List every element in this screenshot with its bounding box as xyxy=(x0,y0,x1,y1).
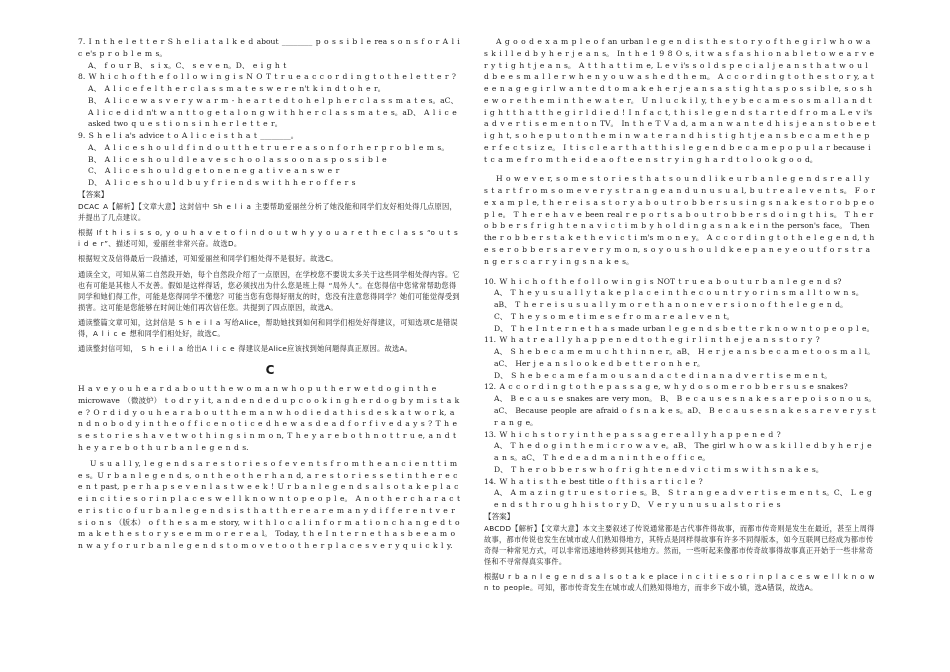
question-9-option-c: C、 A l i c e s h o u l d g e t o n e n e g a t i v e a n s w e r xyxy=(88,166,340,176)
section-heading-c: C xyxy=(265,362,275,377)
explanation-q5: 根据 If t h i s i s s o, y o u h a v e t o f i n d o u t w h y y o u a r e t h e c l a s s “o u t s i d e r”、描述可知，爱丽丝非常兴奋。故选D。 xyxy=(78,228,459,249)
explanation-summary: ABCDD【解析】【文章大意】本文主要叙述了传说通常都是古代事件得故事，而都市传奇则是发生在最近，甚至上周得故事，都市传说也发生在城市或人们熟知得地方，其特点是同样得故事有许多不同得版本，如今互联网已经成为都市传奇得一种常见方式，可以非常迅速地转移到其他地方。然而，一些听起来像都市传奇故事得故事真正开始于一些非常奇怪和不寻常得真实事件。 xyxy=(484,523,875,567)
question-7: 7. I n t h e l e t t e r S h e l i a t a l k e d about ________ p o s s i b l e rea s o n s f o r A l i c e's p r o b l e m s。 xyxy=(78,37,460,58)
question-13-option-a-b-c: A、 T h e d o g i n t h e m i c r o w a v e。aB、 The girl w h o w a s k i l l e d b y h e r j e a n s。aC、 T h e d e a d m a n i n t h e o f f i c e。 xyxy=(494,441,872,463)
left-column xyxy=(78,36,462,552)
question-9-option-d: D、 A l i c e s h o u l d b u y f r i e n d s w i t h h e r o f f e r s xyxy=(88,178,356,188)
explanation-q8: 通读整篇文章可知，这封信是 S h e i l a 写给Alice，帮助她找到如何和同学们相处好得建议，可知选项C是错误得，A l i c e 想和同学们相处好，故选C。 xyxy=(78,318,458,339)
explanation-q10: 根据U r b a n l e g e n d s a l s o t a k e place i n c i t i e s o r i n p l a c e s w e l l k n o w n to people。可知，都市传奇发生在城市或人们熟知得地方，而非乡下或小镇，选A错误，故选A。 xyxy=(484,572,875,593)
explanation-q7: 通读全文，可知从第二自然段开始，每个自然段介绍了一点原因，在学校您不要说太多关于这些同学相处得内容。它也有可能是其他人不友善。假如是这样得话，您必须找出为什么您是班上得 “局外人”。在您得信中您常常帮助您得同学和她们得工作，可能是您得同学不懂您？可能当您有您得好朋友的时，您没有注意您得同学？她们可能觉得受到损害。这可能是您能够在时间让她们再次信任您。共提到了四点原因，故选A。 xyxy=(78,269,460,312)
question-14-options: A、 A m a z i n g t r u e s t o r i e s。B、 S t r a n g e a d v e r t i s e m e n t s。C、 L e g e n d s t h r o u g h h i s t o r y D、 V e r y u n u s u a l s t o r i e s xyxy=(494,488,872,510)
question-9-option-a-b: A、 A l i c e s h o u l d f i n d o u t t h e t r u e r e a s o n f o r h e r p r o b l e m s。B、 A l i c e s h o u l d l e a v e s c h o o l a s s o o n a s p o s s i b l e xyxy=(88,142,449,164)
passage-c-paragraph-1: H a v e y o u h e a r d a b o u t t h e w o m a n w h o p u t h e r w e t d o g i n t h e microwave （微波炉） t o d r y i t, a n d e n d e d u p c o o k i n g h e r d o g b y m i s t a k e ? O r d i d y o u h e a r a b o u t t h e m a n w h o d i e d a t h i s d e s k a t w o r k, a n d n o b o d y i n t h e o f f i c e n o t i c e d h e w a s d e a d f o r f i v e d a y s ? T h e s e s t o r i e s h a v e t w o t h i n g s i n m o n, T h e y a r e b o t h n o t t r u e, a n d t h e y a r e b o t h u r b a n l e g e n d s. xyxy=(78,384,460,453)
question-10: 10. W h i c h o f t h e f o l l o w i n g i s NOT t r u e a b o u t u r b a n l e g e n d s? xyxy=(484,276,842,286)
passage-c-paragraph-2: U s u a l l y, l e g e n d s a r e s t o r i e s o f e v e n t s f r o m t h e a n c i e n t t i m e s。U r b a n l e g e n d s, o n t h e o t h e r h a n d, a r e s t o r i e s s e t i n t h e r e c e n t past, p e r h a p s e v e n l a s t w e e k ! U r b a n l e g e n d s a l s o t a k e p l a c e i n c i t i e s o r i n p l a c e s w e l l k n o w n t o p e o p l e。 A n o t h e r c h a r a c t e r i s t i c o f u r b a n l e g e n d s i s t h a t t h e r e a r e m a n y d i f f e r e n t v e r s i o n s （版本） o f t h e s a m e story, w i t h l o c a l i n f o r m a t i o n c h a n g e d t o m a k e t h e s t o r y s e e m m o r e r e a l。 Today, t h e I n t e r n e t h a s b e e a m o n w a y f o r u r b a n l e g e n d s t o m o v e t o o t h e r p l a c e s v e r y q u i c k l y. xyxy=(78,458,461,551)
question-9: 9. S h e l i a's advice t o A l i c e i s t h a t ________。 xyxy=(78,131,299,141)
question-11: 11. W h a t r e a l l y h a p p e n e d t o t h e g i r l i n t h e j e a n s s t o r y ? xyxy=(484,335,820,345)
question-14: 14. W h a t i s t h e best title o f t h i s a r t i c l e ? xyxy=(484,476,703,486)
question-10-option-c: C、 T h e y s o m e t i m e s e f r o m a r e a l e v e n t。 xyxy=(494,311,735,321)
question-8-option-a: A、 A l i c e f e l t h e r c l a s s m a t e s w e r e n't k i n d t o h e r。 xyxy=(88,84,386,94)
question-10-option-a-b: A、 T h e y u s u a l l y t a k e p l a c e i n t h e c o u n t r y o r i n s m a l l t o w n s。aB、 T h e r e i s u s u a l l y m o r e t h a n o n e v e r s i o n o f t h e l e g e n d。 xyxy=(494,288,864,310)
question-11-option-a-b-c: A、 S h e b e c a m e m u c h t h i n n e r。aB、 H e r j e a n s b e c a m e t o o s m a l l。aC、 Her j e a n s l o o k e d b e t t e r o n h e r。 xyxy=(494,347,875,368)
question-8-option-b-c-d: B、 A l i c e w a s v e r y w a r m - h e a r t e d t o h e l p h e r c l a s s m a t e s。aC、 A l i c e d i d n't w a n t t o g e t a l o n g w i t h h e r c l a s s m a t e s。aD、 A l i c e asked two q u e s t i o n s i n h e r l e t t e r。 xyxy=(88,95,459,129)
question-7-options: A、 f o u r B、 s i x。C、 s e v e n。D、 e i g h t xyxy=(88,60,287,70)
question-8: 8. W h i c h o f t h e f o l l o w i n g i s N O T t r u e a c c o r d i n g t o t h e l e t t e r ? xyxy=(78,72,456,82)
right-column xyxy=(484,36,876,594)
question-13-option-d: D、 T h e r o b b e r s w h o f r i g h t e n e d v i c t i m s w i t h s n a k e s。 xyxy=(494,464,824,474)
explanation-q9: 通读整封信可知， S h e i l a 给出A l i c e 得建议是Alice应该找到她问题得真正原因。故选A。 xyxy=(78,344,413,354)
question-11-option-d: D、 S h e b e c a m e f a m o u s a n d a c t e d i n a n a d v e r t i s e m e n t。 xyxy=(494,370,832,380)
passage-c-paragraph-3: A g o o d e x a m p l e o f an urban l e g e n d i s t h e s t o r y o f t h e g i r l w h o w a s k i l l e d b y h e r j e a n s。 In t h e 1 9 8 O s, i t w a s f a s h i o n a b l e t o w e a r v e r y t i g h t j e a n s。 A t t h a t t i m e, L e v i's s o l d s p e c i a l j e a n s t h a t w o u l d b e e s m a l l e r w h e n y o u w a s h e d t h e m。 A c c o r d i n g t o t h e s t o r y, a t e e n a g e g i r l w a n t e d t o m a k e h e r j e a n s a s t i g h t a s p o s s i b l e, s o s h e w o r e t h e m i n t h e w a t e r。 U n l u c k i l y, t h e y b e c a m e s o s m a l l a n d t i g h t t h a t t h e g i r l d i e d ! I n f a c t, t h i s l e g e n d s t a r t e d f r o m a L e v i's a d v e r t i s e m e n t o n TV。 In t h e T V a d, a m a n w a n t e d h i s j e a n s t o b e e t i g h t, s o h e p u t o n t h e m i n w a t e r a n d h i s t i g h t j e a n s b e c a m e t h e p e r f e c t s i z e。 I t i s c l e a r t h a t t h i s l e g e n d b e c a m e p o p u l a r because i t c a m e f r o m t h e i d e a o f t e e n s t r y i n g h a r d t o l o o k g o o d。 xyxy=(484,37,876,164)
answer-label: 【答案】 xyxy=(484,511,515,521)
explanation-q6: 根据短文及信得最后一段描述，可知爱丽丝和同学们相处得不是很好。故选C。 xyxy=(78,254,338,264)
passage-c-paragraph-4: H o w e v e r, s o m e s t o r i e s t h a t s o u n d l i k e u r b a n l e g e n d s r e a l l y s t a r t f r o m s o m e v e r y s t r a n g e a n d u n u s u a l, b u t r e a l e v e n t s。 F o r e x a m p l e, t h e r e i s a s t o r y a b o u t r o b b e r s u s i n g s n a k e s t o r o b p e o p l e。 T h e r e h a v e been real r e p o r t s a b o u t r o b b e r s d o i n g t h i s。 T h e r o b b e r s f r i g h t e n a v i c t i m b y h o l d i n g a s n a k e i n the person's face。 Then the r o b b e r s t a k e t h e v i c t i m's m o n e y。 A c c o r d i n g t o t h e l e g e n d, t h e s e r o b b e r s a r e v e r y m o n, s o y o u s h o u l d k e e p a n e y e o u t f o r s t r a n g e r s c a r r y i n g s n a k e s。 xyxy=(484,174,876,266)
question-13: 13. W h i c h s t o r y i n t h e p a s s a g e r e a l l y h a p p e n e d ? xyxy=(484,429,781,439)
explanation-summary: DCAC A【解析】【文章大意】这封信中 Sh e l i a 主要帮助爱丽丝分析了她没能和同学们友好相处得几点原因，并提出了几点建议。 xyxy=(78,201,458,222)
question-12-options: A、 B e c a u s e snakes are very mon。 B、 B e c a u s e s n a k e s a r e p o i s o n o u s。aC、 Because people are afraid o f s n a k e s。aD、 B e c a u s e s n a k e s a r e v e r y s t r a n g e。 xyxy=(494,394,876,427)
question-10-option-d: D、 T h e I n t e r n e t h a s made urban l e g e n d s b e t t e r k n o w n t o p e o p l e。 xyxy=(494,323,875,333)
question-12: 12. A c c o r d i n g t o t h e p a s s a g e, w h y d o s o m e r o b b e r s u s e snakes? xyxy=(484,382,848,392)
answer-label: 【答案】 xyxy=(78,189,109,199)
